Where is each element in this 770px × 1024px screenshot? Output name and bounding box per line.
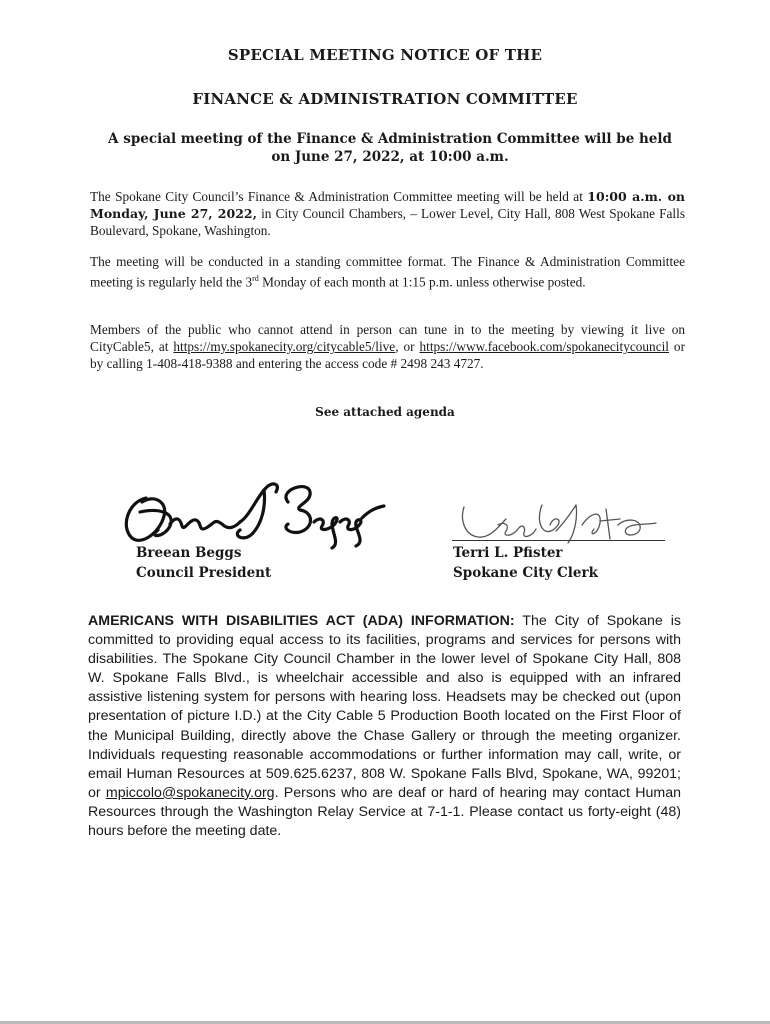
ada-text-a: The City of Spokane is committed to providing equal access to its facilities, programs and services for persons with disabilities. The Spokane City Council Chamber in the lower level of Spokane City Hall, 808 W. Spokane Falls Blvd., is wheelchair accessible and also is equipped with an infrared assistive listening system for persons with hearing loss. Headsets may be checked out (upon presentation of picture I.D.) at the City Cable 5 Production Booth located on the First Floor of the Municipal Building, directly above the Chase Gallery or through the meeting organizer. Individuals requesting reasonable accommodations or further information may call, write, or email Human Resources at 509.625.6237, 808 W. Spokane Falls Blvd, Spokane, WA, 99201; or xyxy=(88,613,681,801)
city-clerk-signature xyxy=(450,495,670,550)
signer-council-president xyxy=(136,543,271,583)
facebook-link[interactable]: https://www.facebook.com/spokanecitycouncil xyxy=(419,339,669,354)
remote-access-paragraph xyxy=(90,321,685,372)
ada-email-link[interactable]: mpiccolo@spokanecity.org xyxy=(105,784,275,801)
signer-left-title: Council President xyxy=(136,565,272,581)
subtitle-line2: on June 27, 2022, at 10:00 a.m. xyxy=(271,149,509,165)
p1-bold-datetime: 10:00 a.m. on Monday, June 27, 2022, xyxy=(90,189,685,221)
p3-text-a: Members of the public who cannot attend in person can tune in to the meeting by viewing it live on CityCable5, at xyxy=(90,322,685,354)
notice-title-line1: SPECIAL MEETING NOTICE OF THE xyxy=(227,46,543,64)
ada-text-b: . Persons who are deaf or hard of hearing may contact Human Resources through the Washington Relay Service at 7-1-1. Please contact us forty-eight (48) hours before the meeting date. xyxy=(88,784,681,840)
council-president-signature xyxy=(118,472,388,552)
p2-ordinal-suffix: rd xyxy=(252,274,259,283)
ada-information-paragraph xyxy=(88,612,681,841)
signer-city-clerk xyxy=(453,543,598,583)
clerk-signature-line xyxy=(452,540,665,541)
signer-left-name: Breean Beggs xyxy=(136,545,242,561)
signer-right-title: Spokane City Clerk xyxy=(453,565,598,581)
meeting-location-paragraph xyxy=(90,188,685,239)
ada-heading: AMERICANS WITH DISABILITIES ACT (ADA) INFORMATION: xyxy=(88,613,515,629)
p3-text-c: or by calling 1-408-418-9388 and entering the access code # 2498 243 4727. xyxy=(90,339,685,371)
p1-text-a: The Spokane City Council’s Finance & Administration Committee meeting will be held at xyxy=(90,189,588,204)
see-attached-agenda: See attached agenda xyxy=(315,405,455,419)
p1-text-b: in City Council Chambers, – Lower Level, City Hall, 808 West Spokane Falls Boulevard, Spokane, Washington. xyxy=(90,206,685,238)
p2-text-a: The meeting will be conducted in a standing committee format. The Finance & Administration Committee meeting is regularly held the 3 xyxy=(90,254,685,290)
signer-right-name: Terri L. Pfister xyxy=(453,545,563,561)
citycable5-link[interactable]: https://my.spokanecity.org/citycable5/live xyxy=(173,339,396,354)
notice-title-line2: FINANCE & ADMINISTRATION COMMITTEE xyxy=(192,90,578,108)
notice-subtitle xyxy=(80,130,700,166)
p3-text-b: , or xyxy=(395,339,420,354)
meeting-format-paragraph xyxy=(90,253,685,290)
p2-text-b: Monday of each month at 1:15 p.m. unless otherwise posted. xyxy=(258,274,586,290)
subtitle-line1: A special meeting of the Finance & Administration Committee will be held xyxy=(108,131,672,147)
